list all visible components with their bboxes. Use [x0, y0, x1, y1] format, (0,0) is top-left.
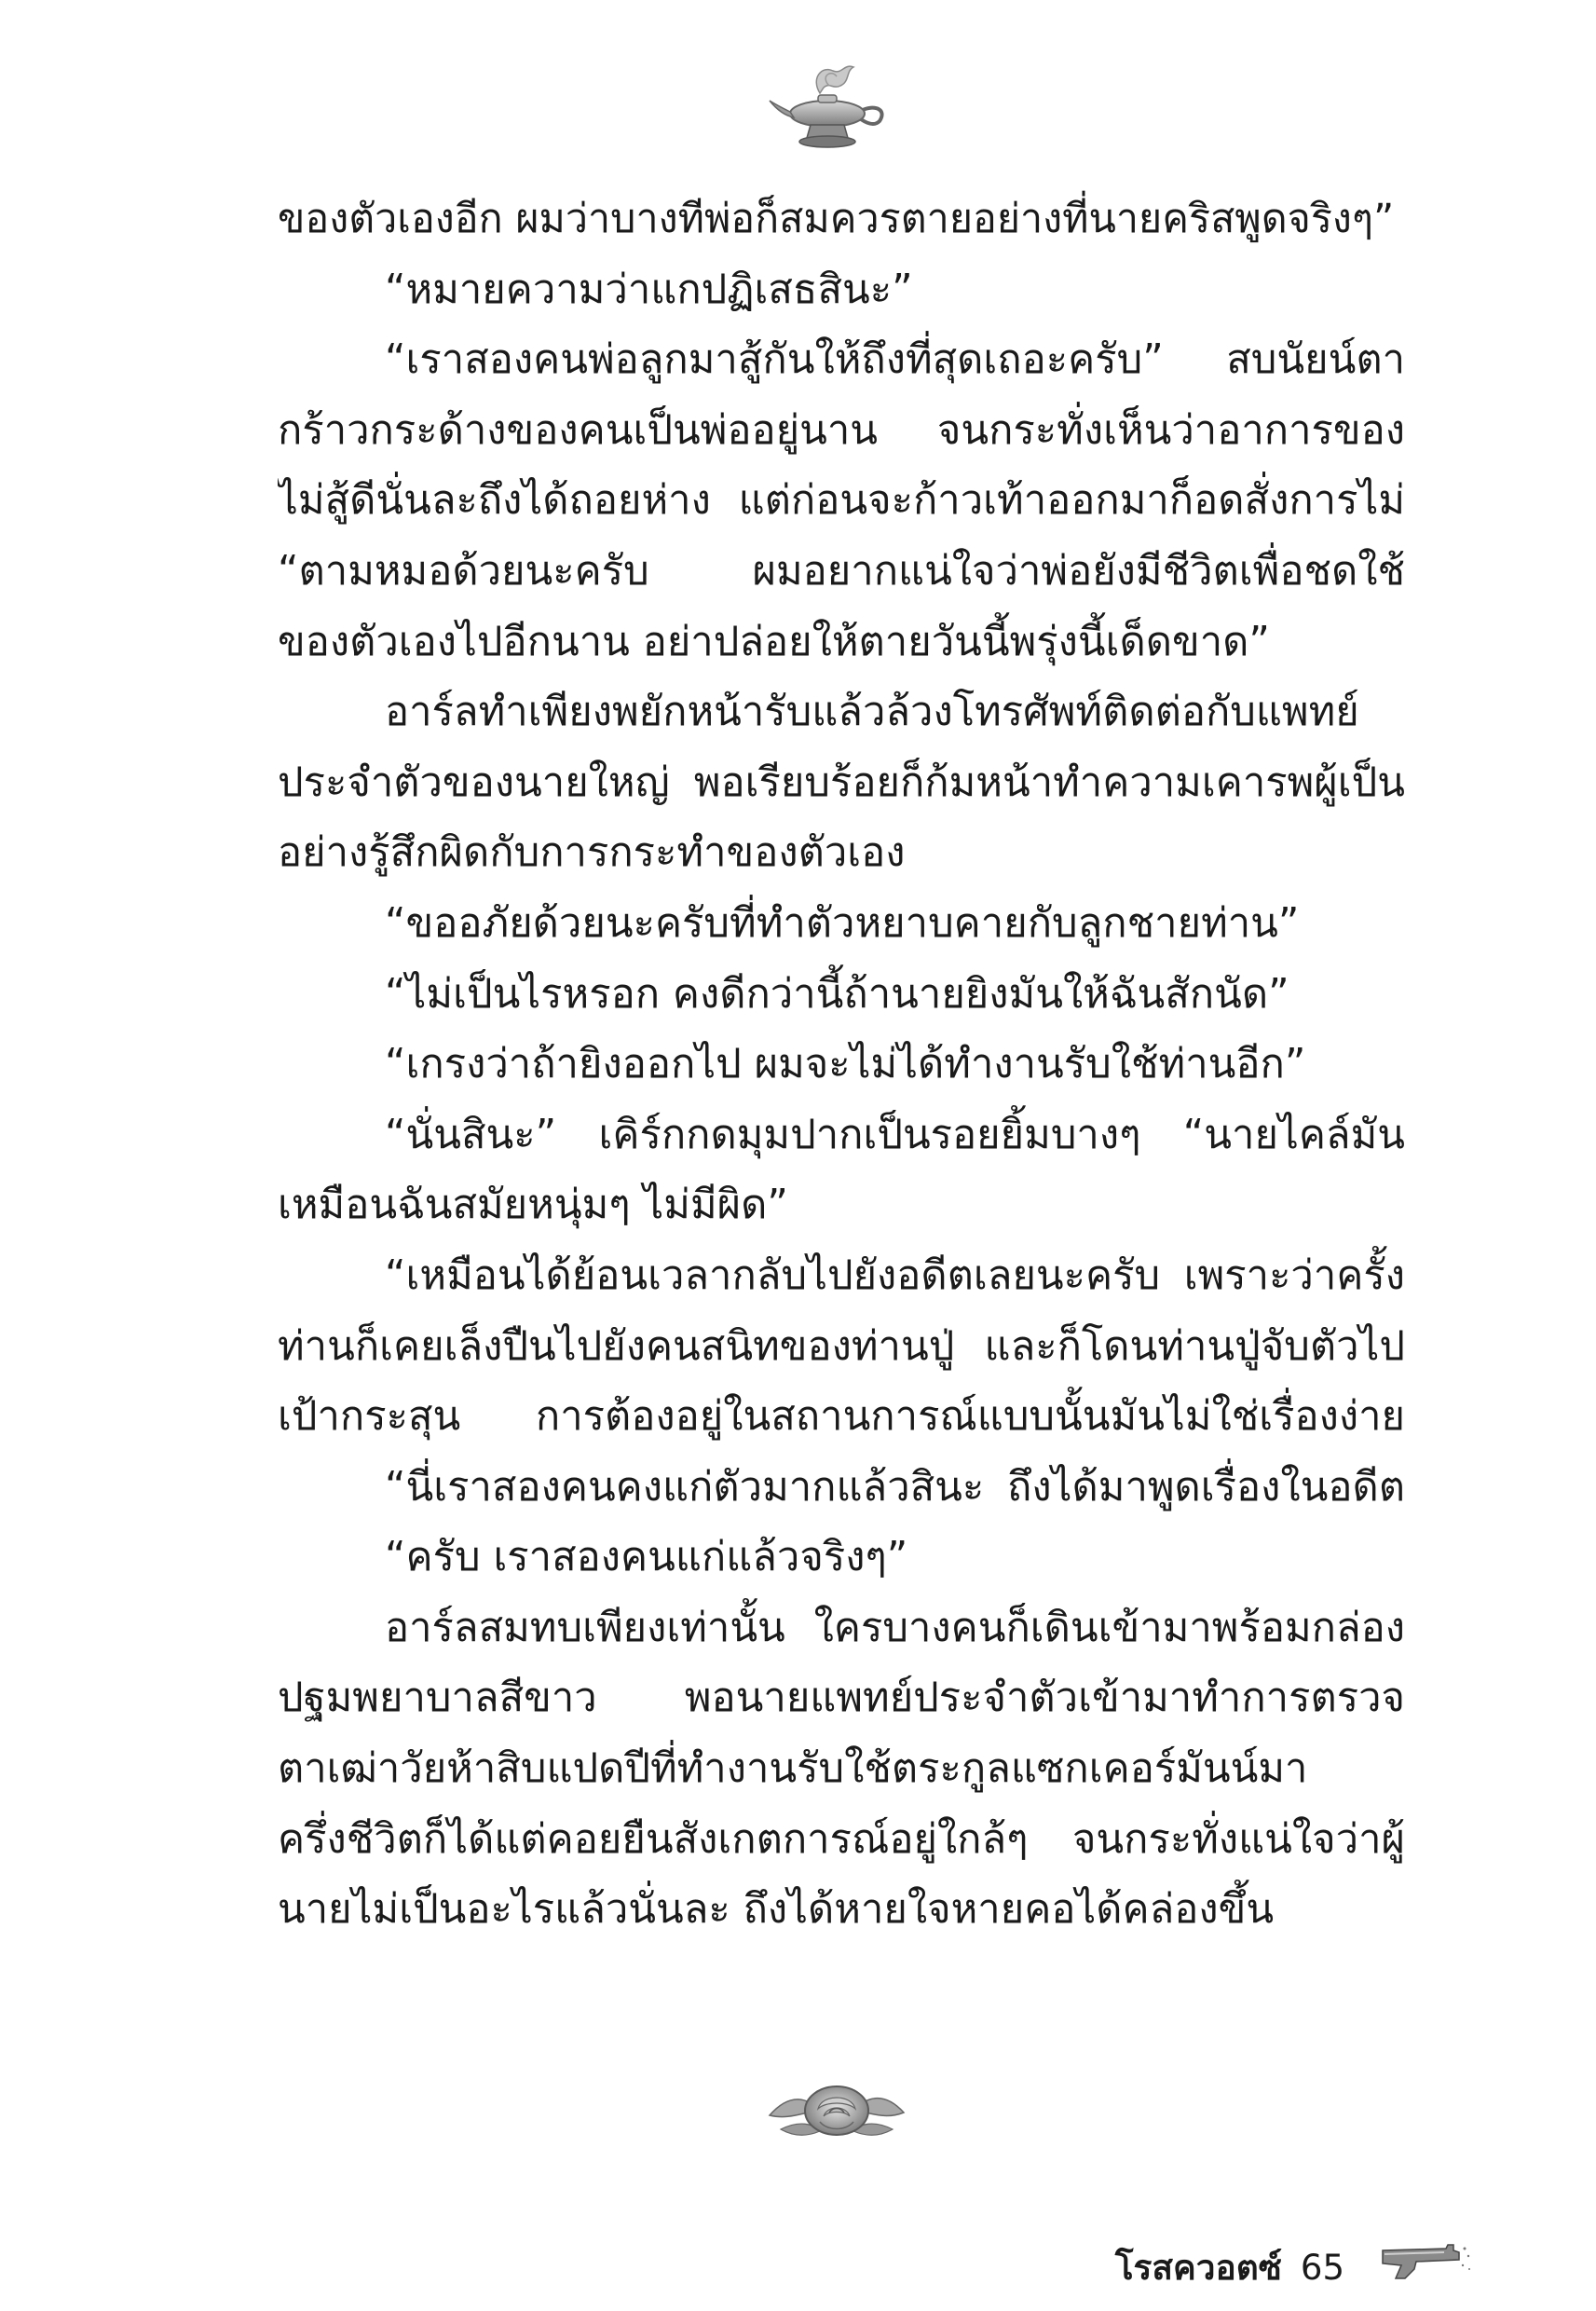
text-line: ตาเฒ่าวัยห้าสิบแปดปีที่ทำงานรับใช้ตระกูลแซกเคอร์มันน์มา — [278, 1745, 1308, 1793]
rose-icon — [762, 2064, 911, 2153]
text-line: “นั่นสินะ” เคิร์กกดมุมปากเป็นรอยยิ้มบางๆ “นายไคล์มัน — [385, 1111, 1405, 1158]
page-number: 65 — [1300, 2247, 1344, 2288]
text-line: “ขออภัยด้วยนะครับที่ทำตัวหยาบคายกับลูกชายท่าน” — [385, 899, 1300, 947]
text-line: นายไม่เป็นอะไรแล้วนั่นละ ถึงได้หายใจหายคอได้คล่องขึ้น — [278, 1886, 1275, 1934]
body-text — [278, 185, 1405, 1946]
page-footer — [1115, 2239, 1344, 2295]
text-line: เหมือนฉันสมัยหนุ่มๆ ไม่มีผิด” — [278, 1182, 788, 1229]
text-line: “นี่เราสองคนคงแก่ตัวมากแล้วสินะ ถึงได้มาพูดเรื่องในอดีต — [385, 1463, 1405, 1511]
text-line: “ครับ เราสองคนแก่แล้วจริงๆ” — [385, 1534, 908, 1581]
text-line: “เราสองคนพ่อลูกมาสู้กันให้ถึงที่สุดเถอะครับ” สบนัยน์ตา — [385, 336, 1405, 384]
text-line: ประจำตัวของนายใหญ่ พอเรียบร้อยก็ก้มหน้าทำความเคารพผู้เป็น — [278, 759, 1405, 806]
text-line: อย่างรู้สึกผิดกับการกระทำของตัวเอง — [278, 829, 906, 877]
pistol-icon — [1379, 2241, 1472, 2283]
text-line: อาร์ลทำเพียงพยักหน้ารับแล้วล้วงโทรศัพท์ติดต่อกับแพทย์ — [385, 689, 1359, 736]
text-line: “ตามหมอด้วยนะครับ ผมอยากแน่ใจว่าพ่อยังมีชีวิตเพื่อชดใช้ — [278, 547, 1405, 595]
text-line: “ไม่เป็นไรหรอก คงดีกว่านี้ถ้านายยิงมันให้ฉันสักนัด” — [385, 970, 1289, 1018]
text-line: “หมายความว่าแกปฏิเสธสินะ” — [385, 266, 913, 313]
text-line: กร้าวกระด้างของคนเป็นพ่ออยู่นาน จนกระทั่งเห็นว่าอาการของ — [278, 406, 1405, 454]
text-line: อาร์ลสมทบเพียงเท่านั้น ใครบางคนก็เดินเข้ามาพร้อมกล่อง — [385, 1604, 1405, 1651]
text-line: ของตัวเองอีก ผมว่าบางทีพ่อก็สมควรตายอย่างที่นายคริสพูดจริงๆ” — [278, 196, 1395, 242]
text-line: “เหมือนได้ย้อนเวลากลับไปยังอดีตเลยนะครับ เพราะว่าครั้ง — [385, 1251, 1405, 1299]
text-line: “เกรงว่าถ้ายิงออกไป ผมจะไม่ได้ทำงานรับใช้ท่านอีก” — [385, 1041, 1306, 1088]
book-title: โรสควอตซ์ — [1114, 2247, 1282, 2288]
text-line: ไม่สู้ดีนั่นละถึงได้ถอยห่าง แต่ก่อนจะก้าวเท้าออกมาก็อดสั่งการไม่ — [278, 477, 1405, 525]
text-line: ครึ่งชีวิตก็ได้แต่คอยยืนสังเกตการณ์อยู่ใกล้ๆ จนกระทั่งแน่ใจว่าผู้ — [278, 1815, 1405, 1863]
lamp-icon — [764, 58, 894, 160]
text-line: ของตัวเองไปอีกนาน อย่าปล่อยให้ตายวันนี้พรุ่งนี้เด็ดขาด” — [278, 618, 1270, 665]
text-line: ท่านก็เคยเล็งปืนไปยังคนสนิทของท่านปู่ และก็โดนท่านปู่จับตัวไป — [278, 1322, 1405, 1370]
text-line: ปฐมพยาบาลสีขาว พอนายแพทย์ประจำตัวเข้ามาทำการตรวจ — [278, 1675, 1405, 1722]
text-line: เป้ากระสุน การต้องอยู่ในสถานการณ์แบบนั้นมันไม่ใช่เรื่องง่าย — [278, 1393, 1405, 1441]
